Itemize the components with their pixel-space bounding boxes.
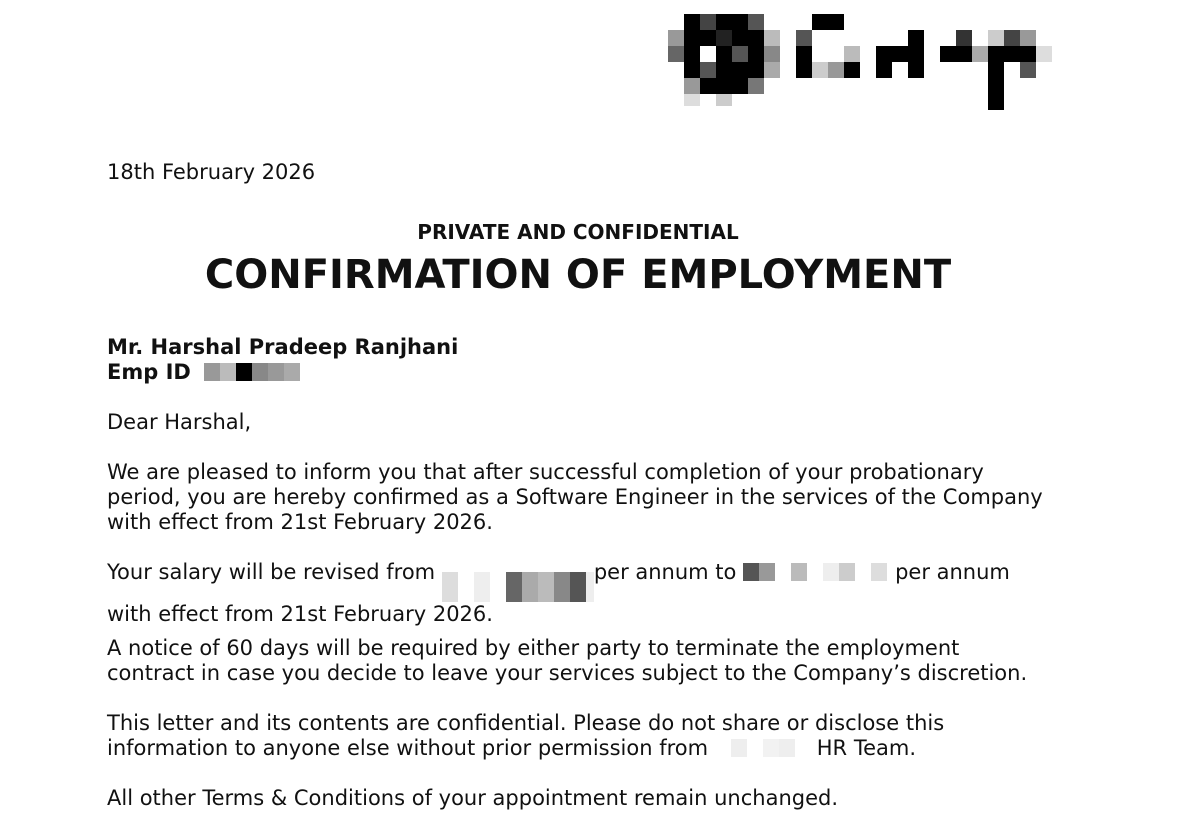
paragraph-terms: All other Terms & Conditions of your appointment remain unchanged. (107, 786, 839, 810)
confidential-text-part2: HR Team. (816, 736, 917, 760)
redacted-new-salary (743, 563, 895, 581)
paragraph-line: with effect from 21st February 2026. (107, 602, 493, 626)
paragraph-confidential (107, 711, 944, 761)
redacted-old-salary (442, 572, 594, 602)
recipient-block (107, 335, 458, 385)
recipient-name: Mr. Harshal Pradeep Ranjhani (107, 335, 459, 359)
letter-title: CONFIRMATION OF EMPLOYMENT (204, 252, 952, 298)
redacted-company-name (715, 739, 811, 757)
salary-text-part1: Your salary will be revised from (107, 560, 442, 584)
paragraph-confirmation (107, 460, 1043, 535)
paragraph-line: contract in case you decide to leave your services subject to the Company’s discretion. (107, 661, 1028, 685)
emp-id-label: Emp ID (107, 360, 191, 384)
paragraph-line: with effect from 21st February 2026. (107, 510, 493, 534)
salary-text-part3: per annum (895, 560, 1010, 584)
paragraph-line: period, you are hereby confirmed as a Software Engineer in the services of the Company (107, 485, 1043, 509)
salary-text-part2: per annum to (593, 560, 744, 584)
redacted-emp-id (204, 363, 300, 381)
emp-id-line (107, 360, 458, 385)
paragraph-line: We are pleased to inform you that after successful completion of your probationary (107, 460, 984, 484)
paragraph-line: This letter and its contents are confidential. Please do not share or disclose this (107, 711, 945, 735)
paragraph-line: A notice of 60 days will be required by either party to terminate the employment (107, 636, 960, 660)
paragraph-notice (107, 636, 1027, 686)
confidential-text-part1: information to anyone else without prior permission from (107, 736, 715, 760)
salary-line (107, 560, 1010, 602)
paragraph-line (107, 736, 944, 761)
salutation: Dear Harshal, (107, 410, 252, 434)
company-logo-icon (668, 14, 1052, 112)
paragraph-salary (107, 560, 1010, 627)
confidential-subtitle: PRIVATE AND CONFIDENTIAL (417, 220, 739, 244)
letter-date: 18th February 2026 (107, 160, 316, 184)
